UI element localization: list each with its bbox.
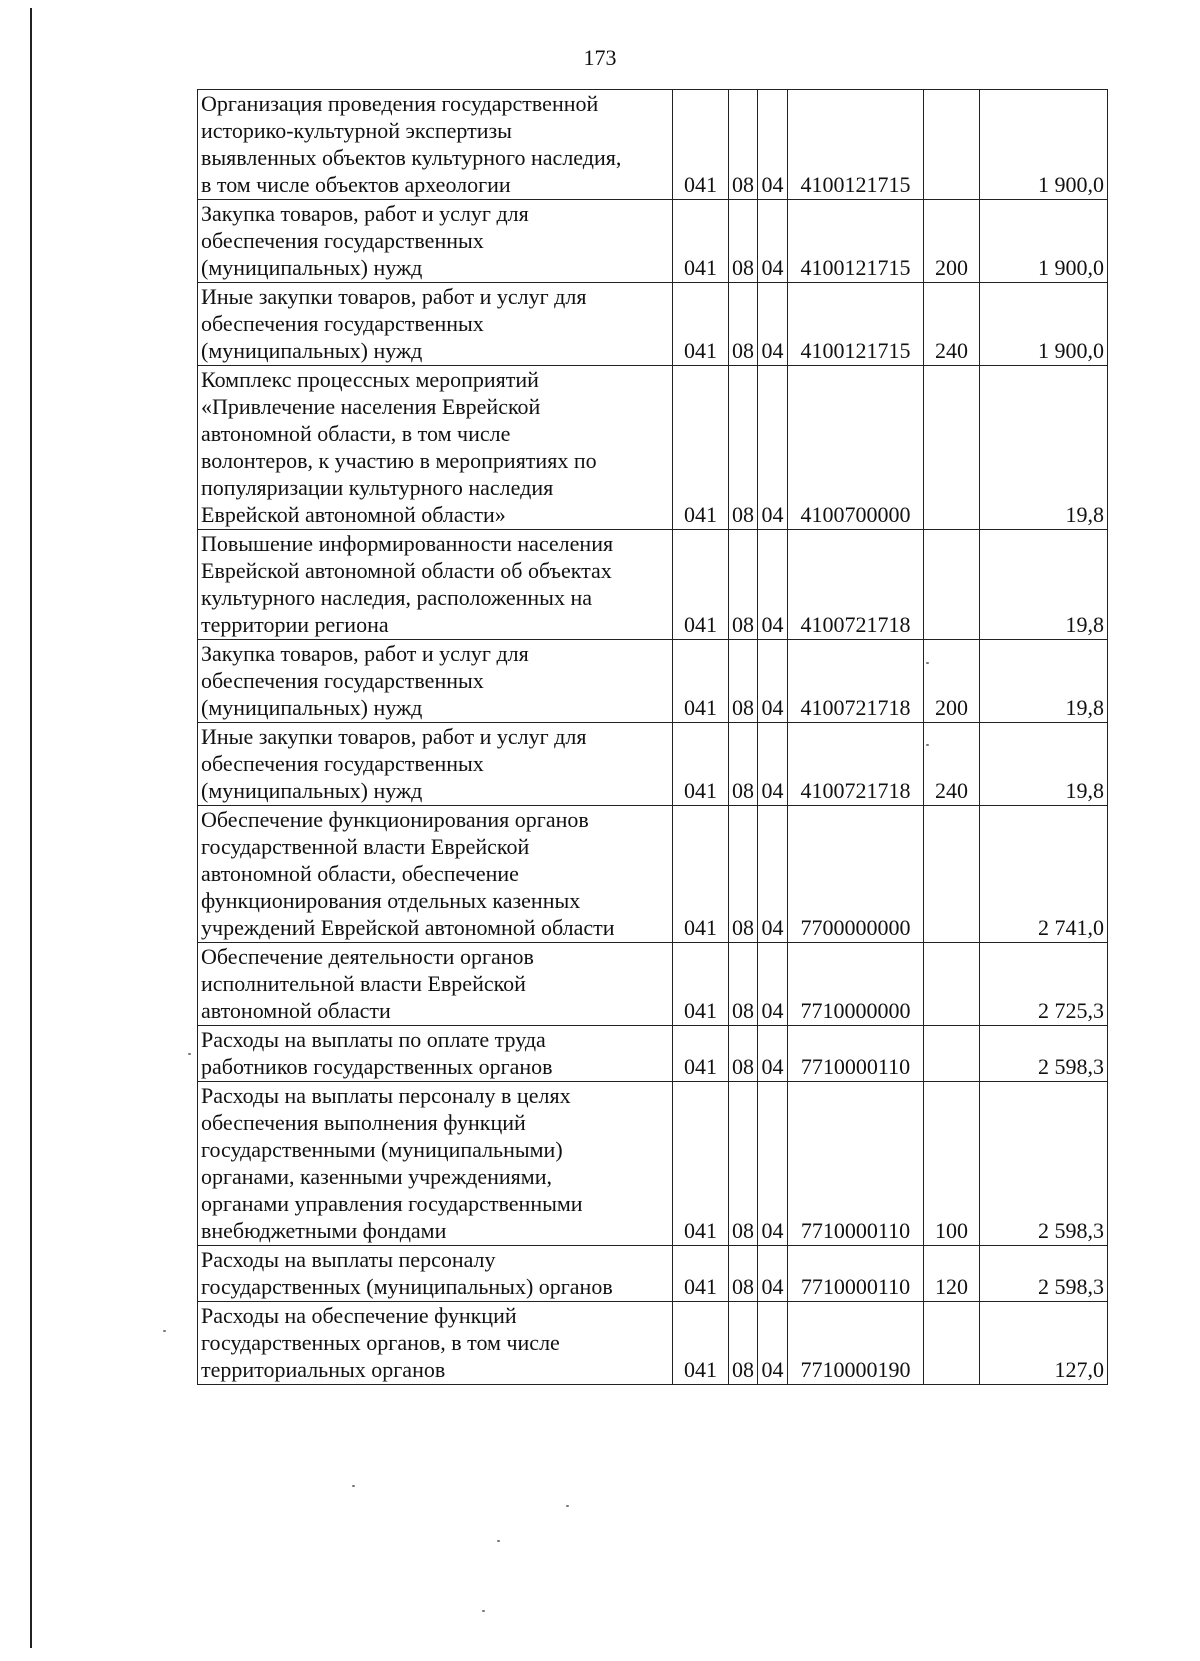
- row-name-line: учреждений Еврейской автономной области: [201, 915, 615, 940]
- row-name-line: государственных органов, в том числе: [201, 1330, 560, 1355]
- section-code-cell: 08: [729, 1082, 758, 1246]
- row-name-cell: [198, 1082, 673, 1246]
- row-name-cell: [198, 640, 673, 723]
- row-name-line: Закупка товаров, работ и услуг для: [201, 641, 529, 666]
- row-name-line: Расходы на выплаты персоналу: [201, 1247, 496, 1272]
- amount-cell: 1 900,0: [980, 283, 1108, 366]
- table-row: [198, 90, 1108, 200]
- row-name-line: работников государственных органов: [201, 1054, 553, 1079]
- expense-type-cell: 240: [924, 723, 980, 806]
- row-name-line: органами управления государственными: [201, 1191, 583, 1216]
- row-name-line: Расходы на выплаты персоналу в целях: [201, 1083, 571, 1108]
- expense-type-cell: 240: [924, 283, 980, 366]
- row-name-line: обеспечения государственных: [201, 311, 484, 336]
- ministry-code-cell: 041: [673, 530, 729, 640]
- ministry-code-cell: 041: [673, 1026, 729, 1082]
- section-code-cell: 08: [729, 1302, 758, 1385]
- expense-type-cell: [924, 1026, 980, 1082]
- subsection-code-cell: 04: [758, 283, 788, 366]
- row-name-cell: [198, 1026, 673, 1082]
- row-name-line: выявленных объектов культурного наследия,: [201, 145, 622, 170]
- ministry-code-cell: 041: [673, 1302, 729, 1385]
- scan-speck: [482, 1610, 485, 1612]
- row-name-line: обеспечения государственных: [201, 668, 484, 693]
- subsection-code-cell: 04: [758, 200, 788, 283]
- target-article-cell: 4100721718: [788, 723, 924, 806]
- table-row: [198, 1082, 1108, 1246]
- subsection-code-cell: 04: [758, 90, 788, 200]
- ministry-code-cell: 041: [673, 943, 729, 1026]
- row-name-line: территории региона: [201, 612, 389, 637]
- row-name-line: автономной области, обеспечение: [201, 861, 519, 886]
- table-row: [198, 943, 1108, 1026]
- target-article-cell: 4100721718: [788, 640, 924, 723]
- target-article-cell: 7700000000: [788, 806, 924, 943]
- scan-speck: [926, 744, 929, 746]
- ministry-code-cell: 041: [673, 723, 729, 806]
- expense-type-cell: [924, 366, 980, 530]
- table-row: [198, 1246, 1108, 1302]
- section-code-cell: 08: [729, 366, 758, 530]
- row-name-line: государственными (муниципальными): [201, 1137, 563, 1162]
- scan-speck: [163, 1330, 166, 1332]
- table-row: [198, 640, 1108, 723]
- table-row: [198, 283, 1108, 366]
- row-name-line: внебюджетными фондами: [201, 1218, 447, 1243]
- expense-type-cell: [924, 530, 980, 640]
- expense-type-cell: [924, 90, 980, 200]
- row-name-cell: [198, 943, 673, 1026]
- row-name-line: (муниципальных) нужд: [201, 695, 423, 720]
- amount-cell: 1 900,0: [980, 200, 1108, 283]
- row-name-line: обеспечения государственных: [201, 751, 484, 776]
- target-article-cell: 7710000110: [788, 1026, 924, 1082]
- target-article-cell: 4100721718: [788, 530, 924, 640]
- subsection-code-cell: 04: [758, 366, 788, 530]
- table-row: [198, 1026, 1108, 1082]
- amount-cell: 19,8: [980, 530, 1108, 640]
- subsection-code-cell: 04: [758, 1026, 788, 1082]
- amount-cell: 2 598,3: [980, 1026, 1108, 1082]
- target-article-cell: 4100121715: [788, 90, 924, 200]
- row-name-cell: [198, 1302, 673, 1385]
- scan-speck: [566, 1505, 569, 1507]
- row-name-line: историко-культурной экспертизы: [201, 118, 512, 143]
- binding-edge-line: [30, 8, 32, 1648]
- row-name-line: территориальных органов: [201, 1357, 446, 1382]
- section-code-cell: 08: [729, 943, 758, 1026]
- ministry-code-cell: 041: [673, 90, 729, 200]
- row-name-line: популяризации культурного наследия: [201, 475, 554, 500]
- row-name-line: функционирования отдельных казенных: [201, 888, 581, 913]
- ministry-code-cell: 041: [673, 806, 729, 943]
- scan-speck: [352, 1485, 355, 1487]
- row-name-cell: [198, 806, 673, 943]
- section-code-cell: 08: [729, 640, 758, 723]
- row-name-line: (муниципальных) нужд: [201, 255, 423, 280]
- amount-cell: 2 598,3: [980, 1082, 1108, 1246]
- subsection-code-cell: 04: [758, 1082, 788, 1246]
- row-name-cell: [198, 200, 673, 283]
- ministry-code-cell: 041: [673, 640, 729, 723]
- row-name-line: Еврейской автономной области об объектах: [201, 558, 612, 583]
- row-name-line: (муниципальных) нужд: [201, 778, 423, 803]
- amount-cell: 19,8: [980, 366, 1108, 530]
- row-name-line: органами, казенными учреждениями,: [201, 1164, 552, 1189]
- expense-type-cell: 120: [924, 1246, 980, 1302]
- expense-type-cell: 100: [924, 1082, 980, 1246]
- target-article-cell: 7710000110: [788, 1246, 924, 1302]
- row-name-line: исполнительной власти Еврейской: [201, 971, 526, 996]
- subsection-code-cell: 04: [758, 943, 788, 1026]
- section-code-cell: 08: [729, 1026, 758, 1082]
- row-name-line: Комплекс процессных мероприятий: [201, 367, 539, 392]
- row-name-line: государственной власти Еврейской: [201, 834, 530, 859]
- section-code-cell: 08: [729, 530, 758, 640]
- subsection-code-cell: 04: [758, 530, 788, 640]
- row-name-cell: [198, 90, 673, 200]
- subsection-code-cell: 04: [758, 806, 788, 943]
- row-name-cell: [198, 1246, 673, 1302]
- row-name-line: Обеспечение функционирования органов: [201, 807, 589, 832]
- row-name-line: Закупка товаров, работ и услуг для: [201, 201, 529, 226]
- row-name-line: автономной области, в том числе: [201, 421, 511, 446]
- table-row: [198, 1302, 1108, 1385]
- section-code-cell: 08: [729, 806, 758, 943]
- row-name-line: обеспечения выполнения функций: [201, 1110, 526, 1135]
- table-row: [198, 200, 1108, 283]
- target-article-cell: 7710000190: [788, 1302, 924, 1385]
- amount-cell: 2 741,0: [980, 806, 1108, 943]
- expense-type-cell: [924, 1302, 980, 1385]
- amount-cell: 127,0: [980, 1302, 1108, 1385]
- row-name-cell: [198, 530, 673, 640]
- ministry-code-cell: 041: [673, 366, 729, 530]
- expense-type-cell: [924, 806, 980, 943]
- section-code-cell: 08: [729, 723, 758, 806]
- amount-cell: 19,8: [980, 640, 1108, 723]
- row-name-line: государственных (муниципальных) органов: [201, 1274, 613, 1299]
- subsection-code-cell: 04: [758, 1302, 788, 1385]
- row-name-line: Расходы на выплаты по оплате труда: [201, 1027, 546, 1052]
- table-row: [198, 530, 1108, 640]
- ministry-code-cell: 041: [673, 1246, 729, 1302]
- section-code-cell: 08: [729, 200, 758, 283]
- table-row: [198, 723, 1108, 806]
- budget-table-body: [198, 90, 1108, 1385]
- expense-type-cell: 200: [924, 640, 980, 723]
- budget-table: [197, 89, 1108, 1385]
- section-code-cell: 08: [729, 90, 758, 200]
- target-article-cell: 4100121715: [788, 200, 924, 283]
- row-name-cell: [198, 366, 673, 530]
- subsection-code-cell: 04: [758, 640, 788, 723]
- row-name-line: Повышение информированности населения: [201, 531, 614, 556]
- row-name-line: Еврейской автономной области»: [201, 502, 506, 527]
- row-name-line: (муниципальных) нужд: [201, 338, 423, 363]
- ministry-code-cell: 041: [673, 200, 729, 283]
- subsection-code-cell: 04: [758, 723, 788, 806]
- row-name-line: волонтеров, к участию в мероприятиях по: [201, 448, 597, 473]
- scan-speck: [497, 1540, 500, 1542]
- section-code-cell: 08: [729, 283, 758, 366]
- page-number: 173: [583, 45, 617, 70]
- amount-cell: 1 900,0: [980, 90, 1108, 200]
- subsection-code-cell: 04: [758, 1246, 788, 1302]
- row-name-line: Иные закупки товаров, работ и услуг для: [201, 284, 587, 309]
- target-article-cell: 4100121715: [788, 283, 924, 366]
- table-row: [198, 366, 1108, 530]
- target-article-cell: 7710000000: [788, 943, 924, 1026]
- row-name-line: в том числе объектов археологии: [201, 172, 511, 197]
- amount-cell: 19,8: [980, 723, 1108, 806]
- row-name-line: Обеспечение деятельности органов: [201, 944, 534, 969]
- row-name-cell: [198, 723, 673, 806]
- table-row: [198, 806, 1108, 943]
- row-name-line: Иные закупки товаров, работ и услуг для: [201, 724, 587, 749]
- scan-speck: [188, 1053, 191, 1055]
- row-name-line: «Привлечение населения Еврейской: [201, 394, 541, 419]
- ministry-code-cell: 041: [673, 1082, 729, 1246]
- target-article-cell: 4100700000: [788, 366, 924, 530]
- expense-type-cell: 200: [924, 200, 980, 283]
- expense-type-cell: [924, 943, 980, 1026]
- ministry-code-cell: 041: [673, 283, 729, 366]
- section-code-cell: 08: [729, 1246, 758, 1302]
- amount-cell: 2 725,3: [980, 943, 1108, 1026]
- row-name-line: Расходы на обеспечение функций: [201, 1303, 517, 1328]
- row-name-line: обеспечения государственных: [201, 228, 484, 253]
- scan-speck: [926, 662, 929, 664]
- target-article-cell: 7710000110: [788, 1082, 924, 1246]
- amount-cell: 2 598,3: [980, 1246, 1108, 1302]
- row-name-line: автономной области: [201, 998, 391, 1023]
- row-name-cell: [198, 283, 673, 366]
- row-name-line: культурного наследия, расположенных на: [201, 585, 592, 610]
- row-name-line: Организация проведения государственной: [201, 91, 599, 116]
